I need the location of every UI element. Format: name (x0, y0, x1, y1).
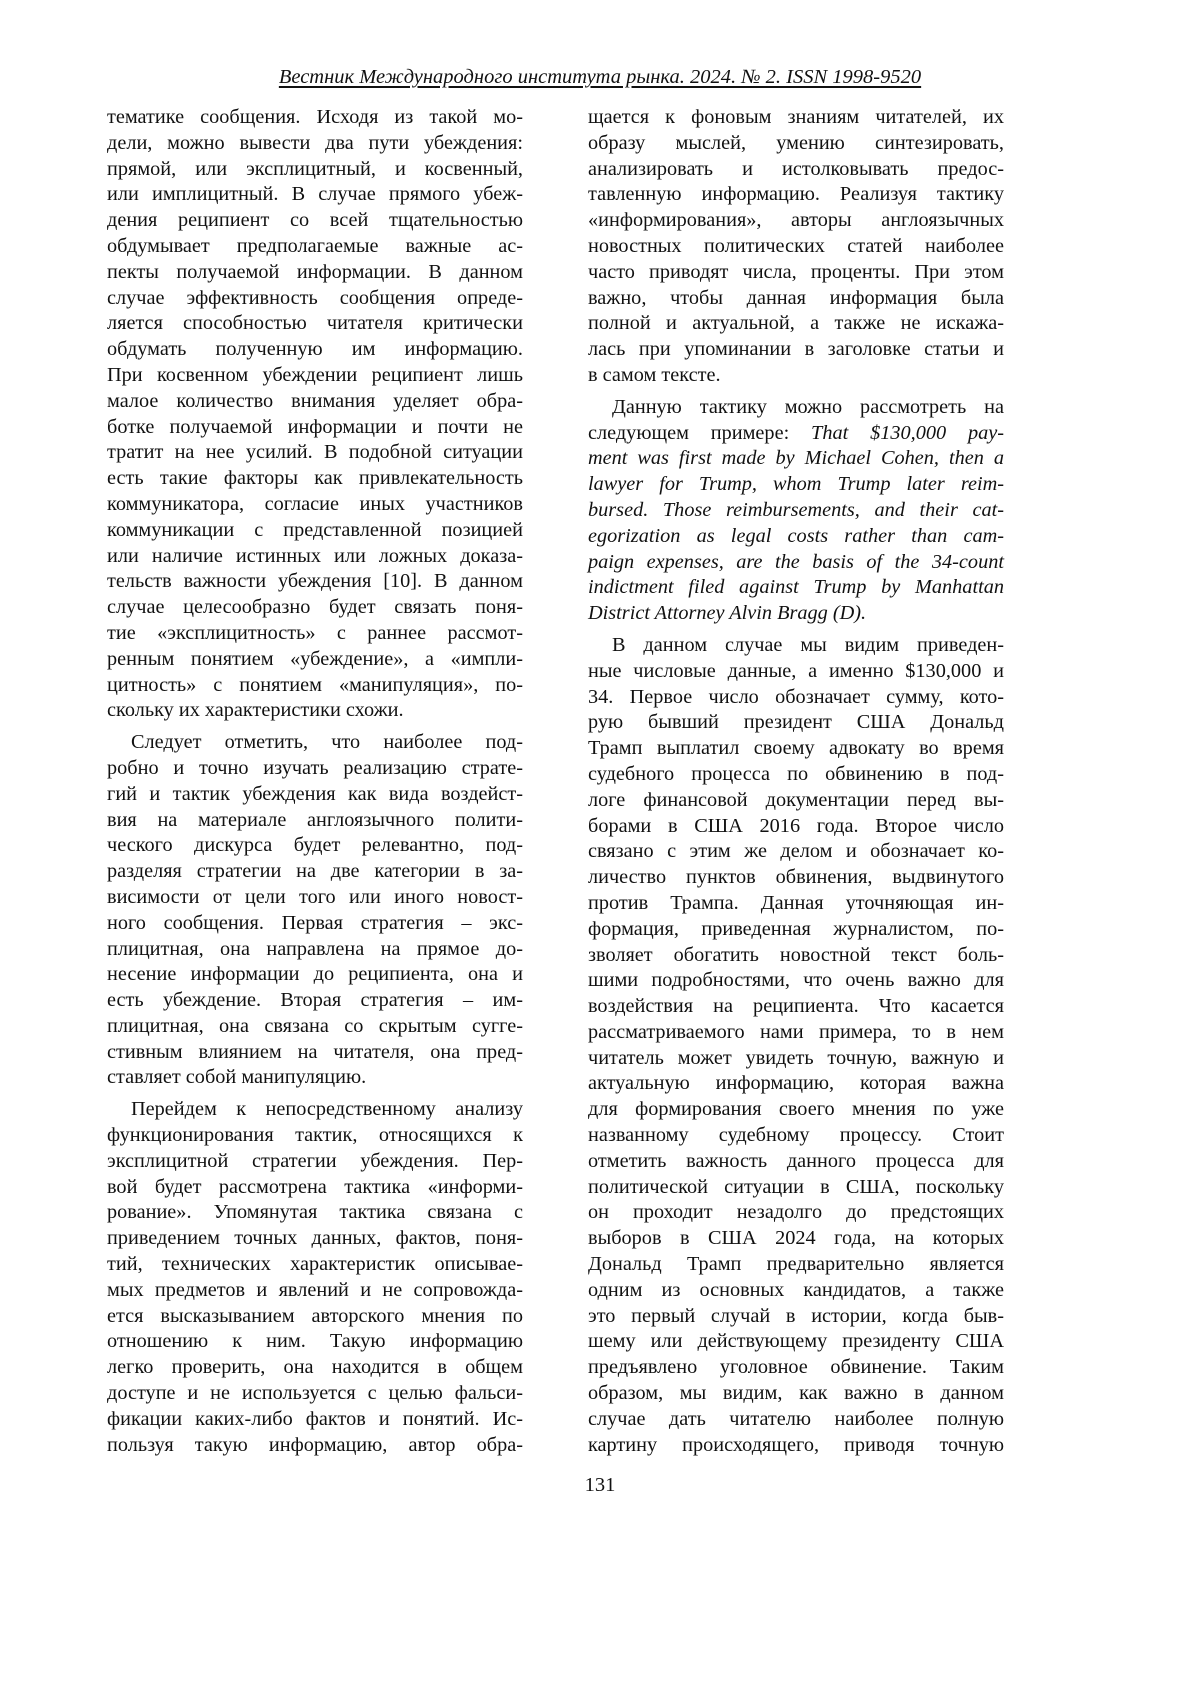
text-line: тельств важности убеждения [10]. В данном (107, 569, 523, 595)
text-line: ные числовые данные, а именно $130,000 и (588, 659, 1004, 685)
text-line: названному судебному процессу. Стоит (588, 1123, 1004, 1149)
text-line (588, 421, 1004, 447)
text-line: прямой, или эксплицитный, и косвенный, (107, 157, 523, 183)
text-line: зволяет обогатить новостной текст боль- (588, 943, 1004, 969)
text-line: вия на материале англоязычного полити- (107, 808, 523, 834)
text-line: фикации каких-либо фактов и понятий. Ис- (107, 1407, 523, 1433)
text-line: ляется способностью читателя критически (107, 311, 523, 337)
text-line: полной и актуальной, а также не искажа- (588, 311, 1004, 337)
italic-quote-run: paign expenses, are the basis of the 34-count (588, 551, 1004, 573)
text-line: личество пунктов обвинения, выдвинутого (588, 865, 1004, 891)
text-line: обдумать полученную им информацию. (107, 337, 523, 363)
text-line: политической ситуации в США, поскольку (588, 1175, 1004, 1201)
text-line: одним из основных кандидатов, а также (588, 1278, 1004, 1304)
text-line (588, 446, 1004, 472)
text-line: отношению к ним. Такую информацию (107, 1329, 523, 1355)
text-line: дения реципиент со всей тщательностью (107, 208, 523, 234)
text-line: есть убеждение. Вторая стратегия – им- (107, 988, 523, 1014)
text-line: тий, технических характеристик описывае- (107, 1252, 523, 1278)
italic-quote-run: egorization as legal costs rather than cam- (588, 525, 1004, 547)
text-line: Дональд Трамп предварительно является (588, 1252, 1004, 1278)
paragraph (588, 395, 1004, 627)
text-line: случае эффективность сообщения опреде- (107, 286, 523, 312)
paragraph (107, 730, 523, 1091)
text-line: ческого дискурса будет релевантно, под- (107, 833, 523, 859)
text-line: лась при упоминании в заголовке статьи и (588, 337, 1004, 363)
text-line (588, 498, 1004, 524)
text-line: В данном случае мы видим приведен- (588, 633, 1004, 659)
text-line: он проходит незадолго до предстоящих (588, 1200, 1004, 1226)
text-line: часто приводят числа, проценты. При этом (588, 260, 1004, 286)
text-line: в самом тексте. (588, 363, 1004, 389)
text-line: предъявлено уголовное обвинение. Таким (588, 1355, 1004, 1381)
paragraph (588, 105, 1004, 389)
text-line (588, 575, 1004, 601)
text-line: гий и тактик убеждения как вида воздейст- (107, 782, 523, 808)
text-line: рование». Упомянутая тактика связана с (107, 1200, 523, 1226)
text-line: против Трампа. Данная уточняющая ин- (588, 891, 1004, 917)
italic-quote-run: indictment filed against Trump by Manhattan (588, 576, 1004, 598)
text-line: важно, чтобы данная информация была (588, 286, 1004, 312)
paragraph (588, 633, 1004, 1459)
text-line: робно и точно изучать реализацию страте- (107, 756, 523, 782)
text-line: есть такие факторы как привлекательность (107, 466, 523, 492)
text-line: тратит на нее усилий. В подобной ситуации (107, 440, 523, 466)
text-line: тавленную информацию. Реализуя тактику (588, 182, 1004, 208)
text-line: или имплицитный. В случае прямого убеж- (107, 182, 523, 208)
text-line: цитность» с понятием «манипуляция», по- (107, 673, 523, 699)
text-line: формация, приведенная журналистом, по- (588, 917, 1004, 943)
text-line: читатель может увидеть точную, важную и (588, 1046, 1004, 1072)
text-line (588, 472, 1004, 498)
text-line: ренным понятием «убеждение», а «импли- (107, 647, 523, 673)
text-line: стивным влиянием на читателя, она пред- (107, 1040, 523, 1066)
text-line: новостных политических статей наиболее (588, 234, 1004, 260)
text-line: несение информации до реципиента, она и (107, 962, 523, 988)
text-line: картину происходящего, приводя точную (588, 1433, 1004, 1459)
text-line: При косвенном убеждении реципиент лишь (107, 363, 523, 389)
text-line: 34. Первое число обозначает сумму, кото- (588, 685, 1004, 711)
text-line: борами в США 2016 года. Второе число (588, 814, 1004, 840)
italic-quote-run: That $130,000 pay- (811, 422, 1004, 444)
paragraph (107, 1097, 523, 1458)
text-line: случае целесообразно будет связать поня- (107, 595, 523, 621)
text-line: малое количество внимания уделяет обра- (107, 389, 523, 415)
text-line: рую бывший президент США Дональд (588, 710, 1004, 736)
text-line: функционирования тактик, относящихся к (107, 1123, 523, 1149)
italic-quote-run: lawyer for Trump, whom Trump later reim- (588, 473, 1004, 495)
text-line: пекты получаемой информации. В данном (107, 260, 523, 286)
text-line: висимости от цели того или иного новост- (107, 885, 523, 911)
text-line: «информирования», авторы англоязычных (588, 208, 1004, 234)
text-line: шему или действующему президенту США (588, 1329, 1004, 1355)
journal-running-header (0, 66, 1200, 89)
text-run: следующем примере: (588, 422, 811, 444)
italic-quote-run: bursed. Those reimbursements, and their cat- (588, 499, 1004, 521)
text-line: случае дать читателю наиболее полную (588, 1407, 1004, 1433)
text-line: разделяя стратегии на две категории в за- (107, 859, 523, 885)
text-line: связано с этим же делом и обозначает ко- (588, 839, 1004, 865)
text-line: Данную тактику можно рассмотреть на (588, 395, 1004, 421)
text-line: коммуникатора, согласие иных участников (107, 492, 523, 518)
text-line: актуальную информацию, которая важна (588, 1071, 1004, 1097)
text-line: воздействия на реципиента. Что касается (588, 994, 1004, 1020)
text-line: скольку их характеристики схожи. (107, 698, 523, 724)
text-line: логе финансовой документации перед вы- (588, 788, 1004, 814)
paragraph (107, 105, 523, 724)
text-line (588, 550, 1004, 576)
text-line: или наличие истинных или ложных доказа- (107, 544, 523, 570)
text-line: доступе и не используется с целью фальси- (107, 1381, 523, 1407)
text-line: дели, можно вывести два пути убеждения: (107, 131, 523, 157)
text-line: шими подробностями, что очень важно для (588, 968, 1004, 994)
page-number: 131 (0, 1474, 1200, 1497)
text-line: тематике сообщения. Исходя из такой мо- (107, 105, 523, 131)
text-line: рассматриваемого нами примера, то в нем (588, 1020, 1004, 1046)
text-line: пользуя такую информацию, автор обра- (107, 1433, 523, 1459)
italic-quote-run: District Attorney Alvin Bragg (D). (588, 602, 866, 624)
text-line: Трамп выплатил своему адвокату во время (588, 736, 1004, 762)
right-text-column (588, 105, 1004, 1464)
italic-quote-run: ment was first made by Michael Cohen, then a (588, 447, 1004, 469)
text-line: легко проверить, она находится в общем (107, 1355, 523, 1381)
text-line (588, 601, 1004, 627)
text-line: образу мыслей, умению синтезировать, (588, 131, 1004, 157)
left-text-column (107, 105, 523, 1464)
text-line: образом, мы видим, как важно в данном (588, 1381, 1004, 1407)
text-line: плицитная, она направлена на прямое до- (107, 937, 523, 963)
text-line: тие «эксплицитность» с раннее рассмот- (107, 621, 523, 647)
text-line: щается к фоновым знаниям читателей, их (588, 105, 1004, 131)
text-line: ного сообщения. Первая стратегия – экс- (107, 911, 523, 937)
text-line: судебного процесса по обвинению в под- (588, 762, 1004, 788)
text-line: вой будет рассмотрена тактика «информи- (107, 1175, 523, 1201)
text-line (588, 524, 1004, 550)
text-line: для формирования своего мнения по уже (588, 1097, 1004, 1123)
text-line: ботке получаемой информации и почти не (107, 415, 523, 441)
text-line: это первый случай в истории, когда быв- (588, 1304, 1004, 1330)
text-line: ставляет собой манипуляцию. (107, 1065, 523, 1091)
text-line: приведением точных данных, фактов, поня- (107, 1226, 523, 1252)
text-line: Перейдем к непосредственному анализу (107, 1097, 523, 1123)
text-line: мых предметов и явлений и не сопровожда- (107, 1278, 523, 1304)
text-line: Следует отметить, что наиболее под- (107, 730, 523, 756)
journal-title: Вестник Международного института рынка. 2024. № 2. ISSN 1998-9520 (279, 66, 921, 88)
text-line: выборов в США 2024 года, на которых (588, 1226, 1004, 1252)
text-line: ется высказыванием авторского мнения по (107, 1304, 523, 1330)
text-line: коммуникации с представленной позицией (107, 518, 523, 544)
text-line: отметить важность данного процесса для (588, 1149, 1004, 1175)
text-line: анализировать и истолковывать предос- (588, 157, 1004, 183)
text-line: обдумывает предполагаемые важные ас- (107, 234, 523, 260)
text-line: плицитная, она связана со скрытым сугге- (107, 1014, 523, 1040)
text-line: эксплицитной стратегии убеждения. Пер- (107, 1149, 523, 1175)
